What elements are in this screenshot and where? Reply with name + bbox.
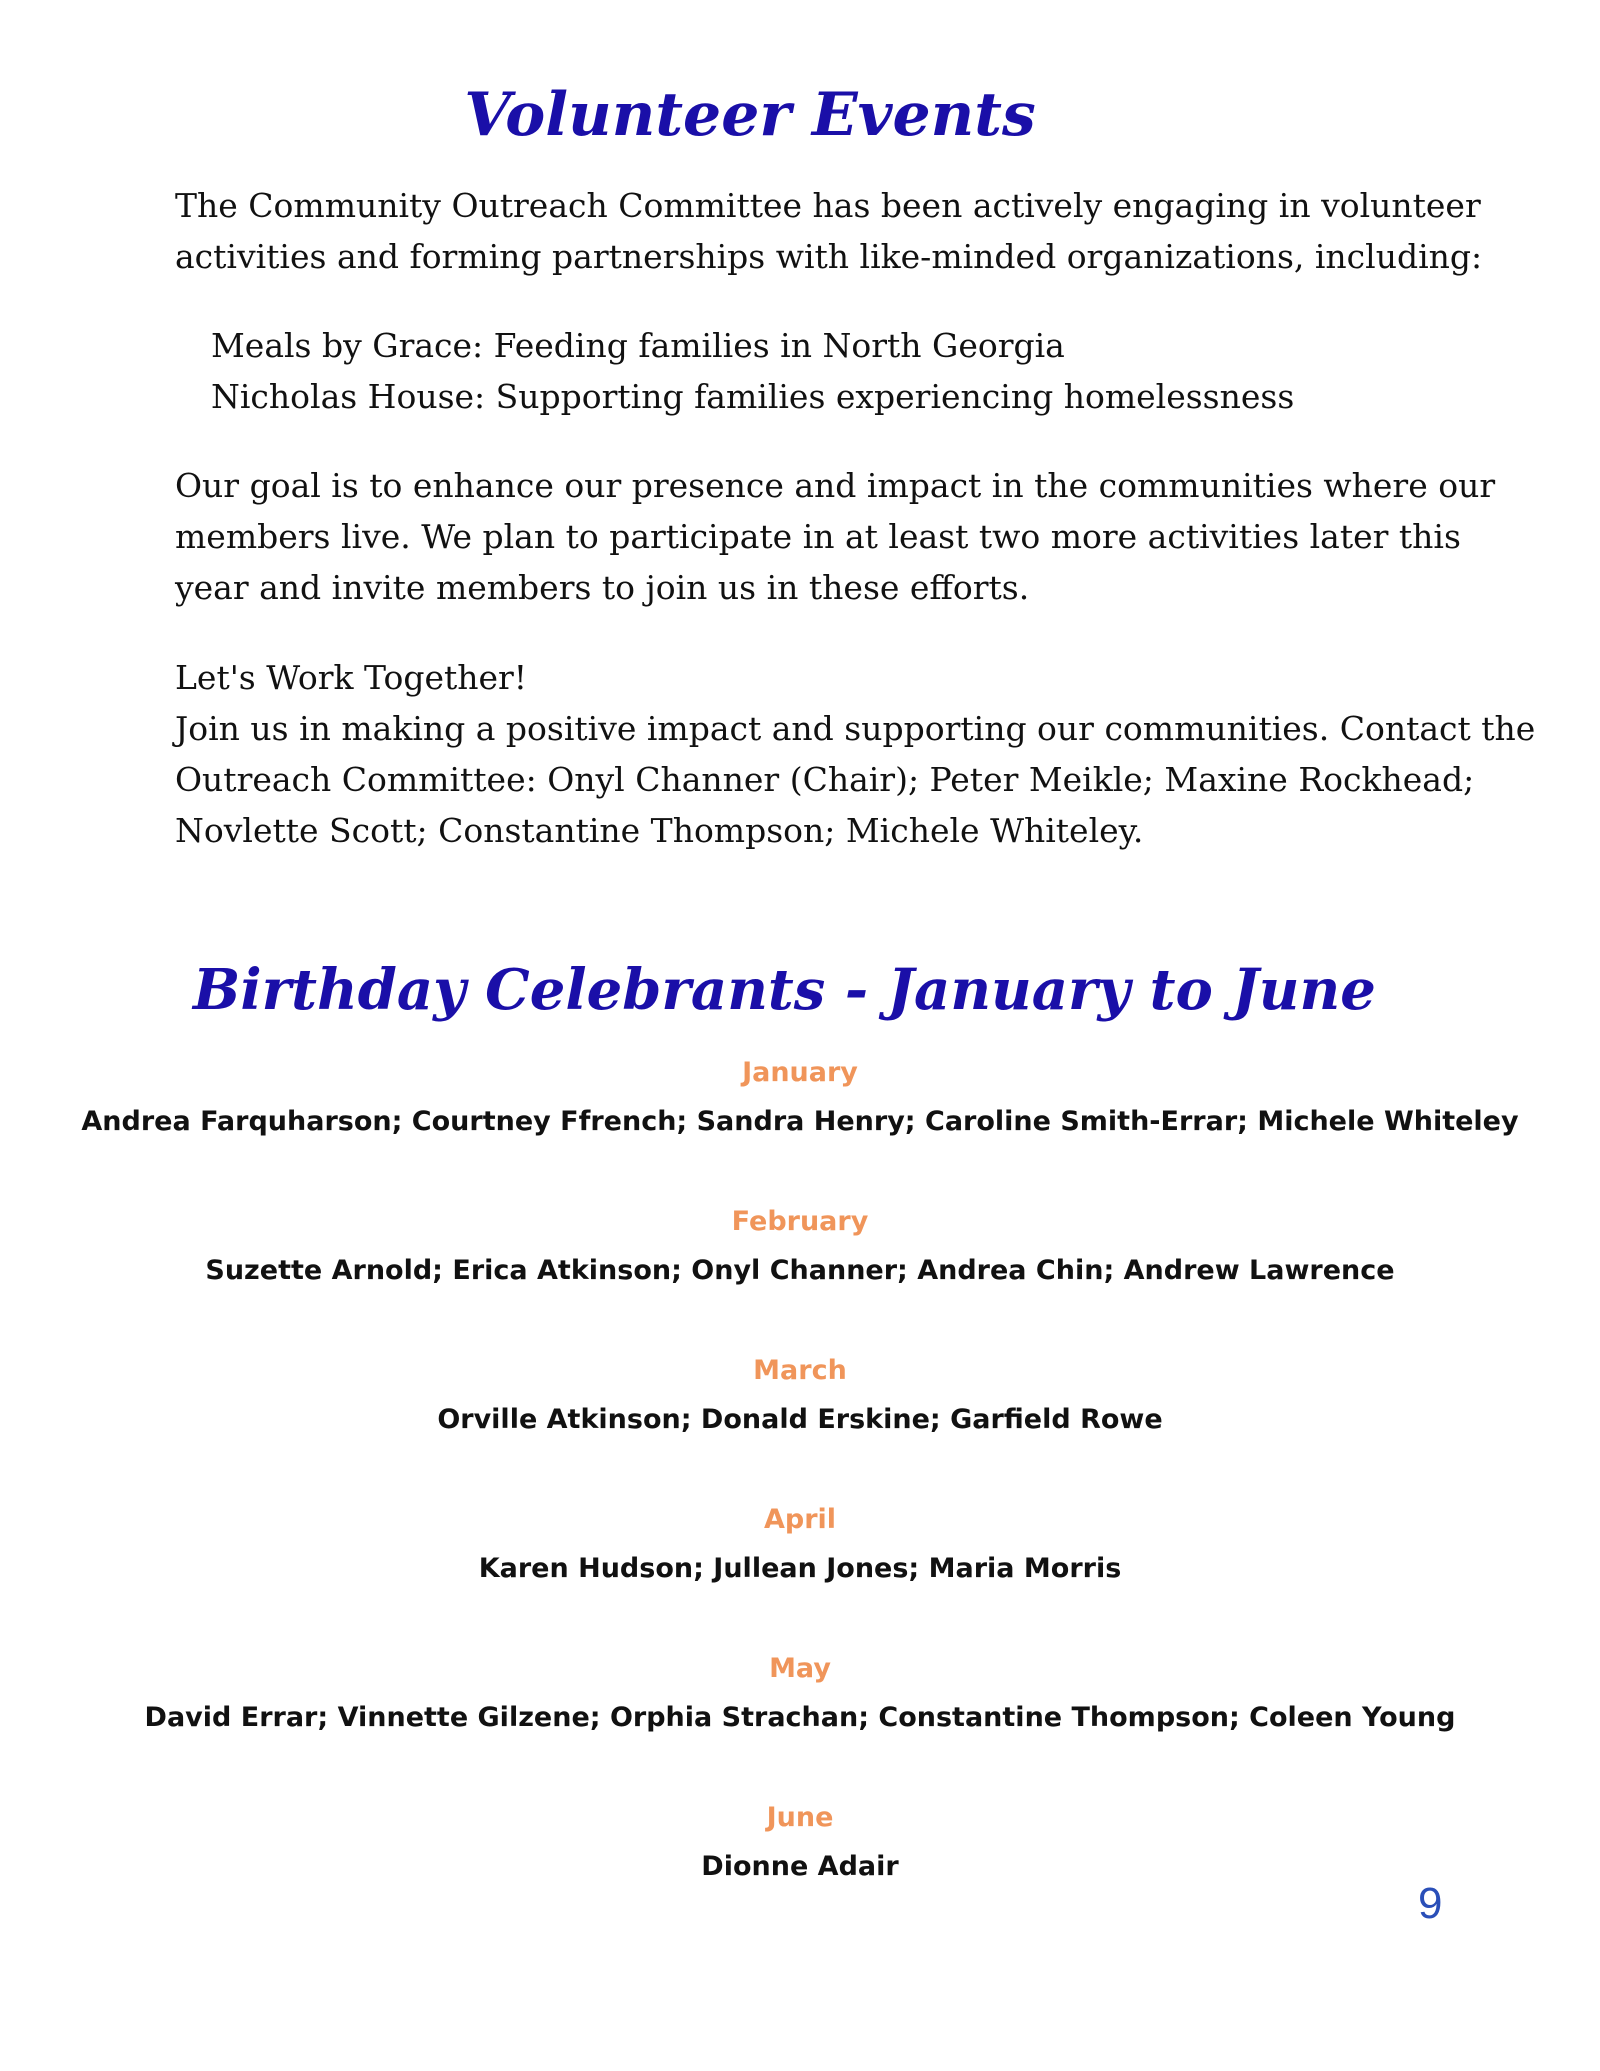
names-june: Dionne Adair [701, 1851, 899, 1882]
month-february: February [731, 1206, 869, 1237]
month-june: June [766, 1802, 834, 1833]
call-to-action-line-2: Outreach Committee: Onyl Channer (Chair); Peter Meikle; Maxine Rockhead; [175, 760, 1475, 799]
intro-line-1: The Community Outreach Committee has been actively engaging in volunteer [175, 186, 1481, 225]
names-february: Suzette Arnold; Erica Atkinson; Onyl Channer; Andrea Chin; Andrew Lawrence [205, 1255, 1395, 1286]
goal-line-1: Our goal is to enhance our presence and impact in the communities where our [175, 466, 1496, 505]
goal-line-2: members live. We plan to participate in at least two more activities later this [175, 517, 1461, 556]
call-to-action-line-1: Join us in making a positive impact and supporting our communities. Contact the [175, 709, 1536, 748]
call-to-action-line-3: Novlette Scott; Constantine Thompson; Michele Whiteley. [175, 811, 1144, 850]
names-april: Karen Hudson; Jullean Jones; Maria Morris [478, 1553, 1122, 1584]
names-may: David Errar; Vinnette Gilzene; Orphia Strachan; Constantine Thompson; Coleen Young [144, 1702, 1456, 1733]
names-march: Orville Atkinson; Donald Erskine; Garfield Rowe [437, 1404, 1163, 1435]
month-march: March [753, 1355, 847, 1386]
call-to-action-heading: Let's Work Together! [175, 658, 528, 697]
intro-line-2: activities and forming partnerships with like-minded organizations, including: [175, 237, 1483, 276]
names-january: Andrea Farquharson; Courtney Ffrench; Sandra Henry; Caroline Smith-Errar; Michele Whiteley [81, 1106, 1519, 1137]
month-january: January [742, 1057, 858, 1088]
month-april: April [763, 1504, 837, 1535]
goal-line-3: year and invite members to join us in these efforts. [175, 568, 1030, 607]
partner-nicholas-house: Nicholas House: Supporting families experiencing homelessness [211, 377, 1295, 416]
partner-meals-by-grace: Meals by Grace: Feeding families in North Georgia [211, 326, 1065, 365]
volunteer-events-title: Volunteer Events [464, 80, 1036, 150]
month-may: May [769, 1653, 831, 1684]
page-number: 9 [1418, 1879, 1443, 1928]
birthday-celebrants-title: Birthday Celebrants - January to June [193, 957, 1376, 1023]
